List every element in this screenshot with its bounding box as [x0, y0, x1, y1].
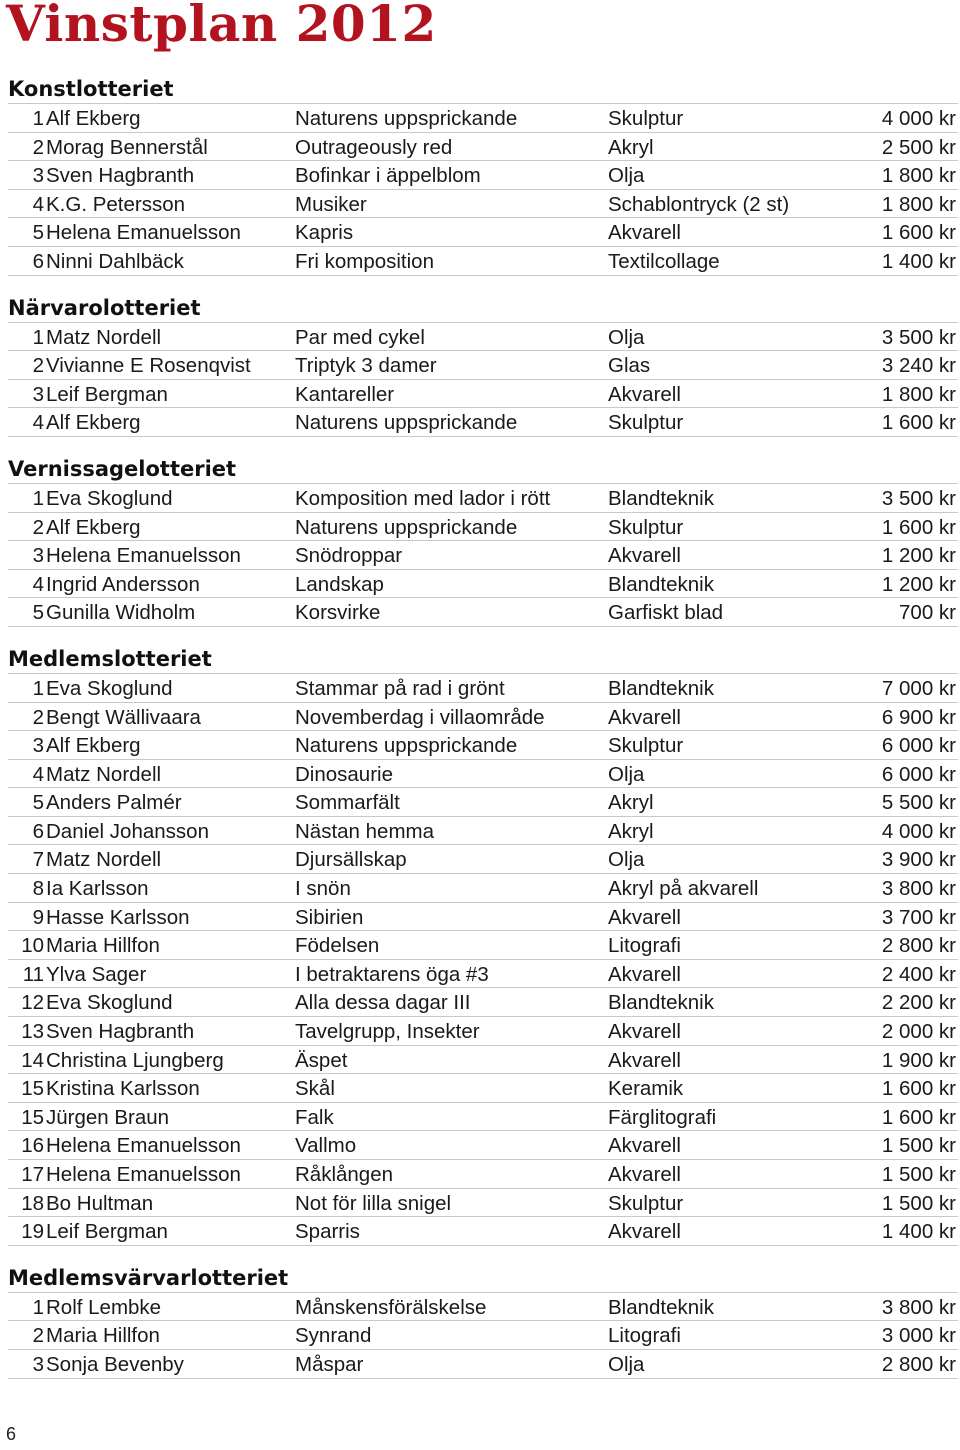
technique: Akvarell — [608, 382, 681, 406]
artist-name: Sven Hagbranth — [46, 1020, 195, 1044]
technique: Färglitografi — [608, 1105, 717, 1129]
prize-number: 3 — [32, 382, 44, 406]
section-title: Vernissagelotteriet — [8, 450, 958, 484]
artwork-title: Komposition med lador i rött — [295, 486, 551, 510]
prize-value: 2 500 kr — [881, 135, 956, 159]
technique: Akvarell — [608, 1020, 681, 1044]
artist-name: Daniel Johansson — [46, 819, 209, 843]
technique: Blandteknik — [608, 1295, 714, 1319]
prize-value: 1 600 kr — [881, 221, 956, 245]
technique: Akvarell — [608, 705, 681, 729]
prize-number: 19 — [21, 1220, 44, 1244]
technique: Blandteknik — [608, 991, 714, 1015]
artist-name: Bengt Wällivaara — [46, 705, 201, 729]
prize-value: 1 600 kr — [881, 1077, 956, 1101]
prize-value: 6 000 kr — [881, 762, 956, 786]
prize-value: 1 900 kr — [881, 1048, 956, 1072]
table-row — [8, 760, 958, 789]
prize-value: 3 700 kr — [881, 905, 956, 929]
prize-number: 2 — [32, 135, 44, 159]
prize-number: 5 — [32, 601, 44, 625]
table-row — [8, 513, 958, 542]
prize-value: 2 800 kr — [881, 1352, 956, 1376]
artist-name: Helena Emanuelsson — [46, 1163, 241, 1186]
artwork-title: Triptyk 3 damer — [295, 354, 437, 378]
technique: Olja — [608, 325, 645, 349]
prize-value: 3 000 kr — [881, 1324, 956, 1348]
lottery-section — [8, 289, 958, 437]
artwork-title: Naturens uppsprickande — [295, 107, 518, 130]
artist-name: Eva Skoglund — [46, 676, 173, 700]
technique: Olja — [608, 762, 645, 786]
artist-name: Morag Bennerstål — [46, 135, 208, 159]
prize-number: 9 — [32, 905, 44, 929]
prize-value: 2 200 kr — [881, 991, 956, 1015]
technique: Skulptur — [608, 1191, 684, 1215]
artist-name: Alf Ekberg — [46, 515, 141, 539]
artwork-title: Snödroppar — [295, 544, 403, 568]
lottery-section — [8, 450, 958, 627]
prize-value: 3 500 kr — [881, 325, 956, 349]
artist-name: Leif Bergman — [46, 1220, 168, 1244]
table-row — [8, 104, 958, 133]
prize-number: 6 — [32, 819, 44, 843]
technique: Skulptur — [608, 515, 684, 539]
artist-name: Gunilla Widholm — [46, 601, 196, 625]
technique: Olja — [608, 848, 645, 872]
prize-value: 1 800 kr — [881, 164, 956, 188]
artist-name: Matz Nordell — [46, 848, 162, 872]
prize-value: 6 900 kr — [881, 705, 956, 729]
prize-value: 7 000 kr — [881, 676, 956, 700]
artist-name: Helena Emanuelsson — [46, 1134, 241, 1158]
artwork-title: Skål — [295, 1077, 335, 1101]
technique: Akvarell — [608, 544, 681, 568]
artist-name: Ia Karlsson — [46, 877, 149, 901]
lottery-section — [8, 1259, 958, 1379]
prize-number: 5 — [32, 221, 44, 245]
artist-name: Kristina Karlsson — [46, 1077, 200, 1101]
table-row — [8, 1074, 958, 1103]
table-row — [8, 351, 958, 380]
table-row — [8, 960, 958, 989]
table-row — [8, 247, 958, 276]
technique: Skulptur — [608, 107, 684, 130]
prize-value: 1 500 kr — [881, 1191, 956, 1215]
technique: Akvarell — [608, 962, 681, 986]
table-row — [8, 1189, 958, 1218]
artist-name: Rolf Lembke — [46, 1295, 162, 1319]
artist-name: Ylva Sager — [46, 962, 147, 986]
table-row — [8, 323, 958, 352]
table-row — [8, 1217, 958, 1246]
prize-number: 17 — [21, 1163, 44, 1186]
table-row — [8, 817, 958, 846]
artwork-title: Not för lilla snigel — [295, 1191, 452, 1215]
artist-name: Alf Ekberg — [46, 411, 141, 435]
artwork-title: Sibirien — [295, 905, 364, 929]
table-row — [8, 1350, 958, 1379]
prize-value: 1 600 kr — [881, 515, 956, 539]
prize-value: 3 800 kr — [881, 877, 956, 901]
prize-value: 1 200 kr — [881, 544, 956, 568]
prize-value: 4 000 kr — [881, 107, 956, 130]
artist-name: Matz Nordell — [46, 325, 162, 349]
artist-name: Vivianne E Rosenqvist — [46, 354, 251, 378]
technique: Blandteknik — [608, 486, 714, 510]
table-row — [8, 703, 958, 732]
prize-number: 13 — [21, 1020, 44, 1044]
prize-number: 18 — [21, 1191, 44, 1215]
artwork-title: Vallmo — [295, 1134, 357, 1158]
table-row — [8, 845, 958, 874]
table-row — [8, 903, 958, 932]
technique: Akryl på akvarell — [608, 877, 759, 901]
artwork-title: Bofinkar i äppelblom — [295, 164, 481, 188]
technique: Olja — [608, 164, 645, 188]
prize-number: 1 — [32, 325, 44, 349]
table-row — [8, 1131, 958, 1160]
prize-value: 1 200 kr — [881, 572, 956, 596]
prize-number: 5 — [32, 791, 44, 815]
artwork-title: Djursällskap — [295, 848, 407, 872]
table-row — [8, 570, 958, 599]
technique: Blandteknik — [608, 676, 714, 700]
prize-number: 2 — [32, 1324, 44, 1348]
technique: Schablontryck (2 st) — [608, 192, 790, 216]
prize-number: 14 — [21, 1048, 44, 1072]
artwork-title: Råklången — [295, 1163, 394, 1186]
table-row — [8, 1321, 958, 1350]
lottery-section — [8, 640, 958, 1246]
prize-number: 6 — [32, 249, 44, 273]
artwork-title: Musiker — [295, 192, 367, 216]
artwork-title: Novemberdag i villaområde — [295, 705, 545, 729]
table-row — [8, 1160, 958, 1189]
artist-name: Sven Hagbranth — [46, 164, 195, 188]
artist-name: Alf Ekberg — [46, 734, 141, 758]
technique: Akvarell — [608, 1134, 681, 1158]
prize-value: 4 000 kr — [881, 819, 956, 843]
prize-value: 1 600 kr — [881, 1105, 956, 1129]
prize-number: 1 — [32, 676, 44, 700]
artwork-title: Sommarfält — [295, 791, 400, 815]
artist-name: Anders Palmér — [46, 791, 182, 815]
artist-name: Ninni Dahlbäck — [46, 249, 184, 273]
table-row — [8, 380, 958, 409]
table-row — [8, 1046, 958, 1075]
prize-number: 4 — [32, 192, 44, 216]
prize-number: 8 — [32, 877, 44, 901]
section-title: Medlemslotteriet — [8, 640, 958, 674]
artwork-title: Outrageously red — [295, 135, 453, 159]
prize-value: 700 kr — [899, 601, 956, 625]
table-row — [8, 598, 958, 627]
table-row — [8, 674, 958, 703]
prize-number: 1 — [32, 107, 44, 130]
technique: Akvarell — [608, 1048, 681, 1072]
section-title: Närvarolotteriet — [8, 289, 958, 323]
prize-number: 4 — [32, 572, 44, 596]
artist-name: Hasse Karlsson — [46, 905, 190, 929]
technique: Glas — [608, 354, 651, 378]
artist-name: Eva Skoglund — [46, 991, 173, 1015]
artist-name: Ingrid Andersson — [46, 572, 200, 596]
technique: Akvarell — [608, 1163, 681, 1186]
prize-number: 11 — [22, 962, 44, 986]
prize-value: 3 900 kr — [881, 848, 956, 872]
prize-value: 1 400 kr — [881, 1220, 956, 1244]
artwork-title: Äspet — [295, 1048, 348, 1072]
artwork-title: Tavelgrupp, Insekter — [295, 1020, 480, 1044]
prize-number: 2 — [32, 705, 44, 729]
artwork-title: Måspar — [295, 1352, 364, 1376]
artwork-title: Dinosaurie — [295, 762, 393, 786]
prize-value: 5 500 kr — [881, 791, 956, 815]
technique: Akryl — [608, 819, 654, 843]
artwork-title: Par med cykel — [295, 325, 425, 349]
artwork-title: Stammar på rad i grönt — [295, 676, 505, 700]
artist-name: Bo Hultman — [46, 1191, 154, 1215]
prize-list — [8, 70, 958, 1392]
table-row — [8, 541, 958, 570]
artwork-title: Kapris — [295, 221, 354, 245]
prize-value: 2 000 kr — [881, 1020, 956, 1044]
technique: Skulptur — [608, 411, 684, 435]
artist-name: Jürgen Braun — [46, 1105, 170, 1129]
prize-value: 1 800 kr — [881, 192, 956, 216]
technique: Akvarell — [608, 1220, 681, 1244]
artist-name: Maria Hillfon — [46, 934, 160, 958]
artwork-title: Landskap — [295, 572, 384, 596]
technique: Akvarell — [608, 221, 681, 245]
artwork-title: Nästan hemma — [295, 819, 435, 843]
prize-value: 3 800 kr — [881, 1295, 956, 1319]
technique: Akvarell — [608, 905, 681, 929]
prize-value: 3 240 kr — [881, 354, 956, 378]
prize-value: 2 400 kr — [881, 962, 956, 986]
technique: Keramik — [608, 1077, 684, 1101]
artwork-title: Naturens uppsprickande — [295, 515, 518, 539]
artwork-title: Falk — [295, 1105, 334, 1129]
artwork-title: Månskensförälskelse — [295, 1295, 487, 1319]
table-row — [8, 731, 958, 760]
artwork-title: I snön — [295, 877, 351, 901]
prize-number: 12 — [21, 991, 44, 1015]
technique: Litografi — [608, 934, 681, 958]
prize-number: 2 — [32, 354, 44, 378]
prize-number: 4 — [32, 762, 44, 786]
artist-name: Matz Nordell — [46, 762, 162, 786]
section-title: Medlemsvärvarlotteriet — [8, 1259, 958, 1293]
technique: Skulptur — [608, 734, 684, 758]
table-row — [8, 408, 958, 437]
prize-number: 15 — [21, 1105, 44, 1129]
prize-number: 4 — [32, 411, 44, 435]
artist-name: Helena Emanuelsson — [46, 544, 241, 568]
prize-number: 1 — [32, 1295, 44, 1319]
prize-number: 10 — [21, 934, 44, 958]
artwork-title: Synrand — [295, 1324, 372, 1348]
page-number: 6 — [6, 1424, 17, 1444]
prize-number: 3 — [32, 1352, 44, 1376]
prize-value: 1 500 kr — [881, 1134, 956, 1158]
prize-value: 1 500 kr — [881, 1163, 956, 1186]
prize-value: 6 000 kr — [881, 734, 956, 758]
technique: Litografi — [608, 1324, 681, 1348]
prize-number: 3 — [32, 164, 44, 188]
table-row — [8, 1017, 958, 1046]
technique: Textilcollage — [608, 249, 720, 273]
table-row — [8, 788, 958, 817]
technique: Blandteknik — [608, 572, 714, 596]
table-row — [8, 874, 958, 903]
table-row — [8, 161, 958, 190]
artist-name: Eva Skoglund — [46, 486, 173, 510]
lottery-section — [8, 70, 958, 276]
artist-name: Alf Ekberg — [46, 107, 141, 130]
artist-name: Leif Bergman — [46, 382, 168, 406]
section-title: Konstlotteriet — [8, 70, 958, 104]
prize-number: 7 — [32, 848, 44, 872]
prize-value: 2 800 kr — [881, 934, 956, 958]
prize-number: 2 — [32, 515, 44, 539]
prize-value: 1 800 kr — [881, 382, 956, 406]
artist-name: Christina Ljungberg — [46, 1048, 224, 1072]
table-row — [8, 218, 958, 247]
prize-number: 3 — [32, 734, 44, 758]
page-title: Vinstplan 2012 — [6, 0, 437, 53]
table-row — [8, 988, 958, 1017]
technique: Olja — [608, 1352, 645, 1376]
prize-value: 3 500 kr — [881, 486, 956, 510]
artwork-title: Sparris — [295, 1220, 360, 1244]
prize-value: 1 600 kr — [881, 411, 956, 435]
artist-name: Helena Emanuelsson — [46, 221, 241, 245]
artist-name: Maria Hillfon — [46, 1324, 160, 1348]
artwork-title: Korsvirke — [295, 601, 381, 625]
artwork-title: I betraktarens öga #3 — [295, 962, 489, 986]
artwork-title: Fri komposition — [295, 249, 434, 273]
artwork-title: Naturens uppsprickande — [295, 734, 518, 758]
table-row — [8, 133, 958, 162]
table-row — [8, 1293, 958, 1322]
table-row — [8, 190, 958, 219]
prize-value: 1 400 kr — [881, 249, 956, 273]
artwork-title: Födelsen — [295, 934, 380, 958]
table-row — [8, 931, 958, 960]
artwork-title: Naturens uppsprickande — [295, 411, 518, 435]
prize-number: 1 — [32, 486, 44, 510]
technique: Garfiskt blad — [608, 601, 724, 625]
table-row — [8, 484, 958, 513]
technique: Akryl — [608, 135, 654, 159]
artist-name: K.G. Petersson — [46, 192, 186, 216]
artwork-title: Alla dessa dagar III — [295, 991, 471, 1015]
table-row — [8, 1103, 958, 1132]
artwork-title: Kantareller — [295, 382, 395, 406]
technique: Akryl — [608, 791, 654, 815]
artist-name: Sonja Bevenby — [46, 1352, 184, 1376]
prize-number: 15 — [21, 1077, 44, 1101]
prize-number: 16 — [21, 1134, 44, 1158]
prize-number: 3 — [32, 544, 44, 568]
